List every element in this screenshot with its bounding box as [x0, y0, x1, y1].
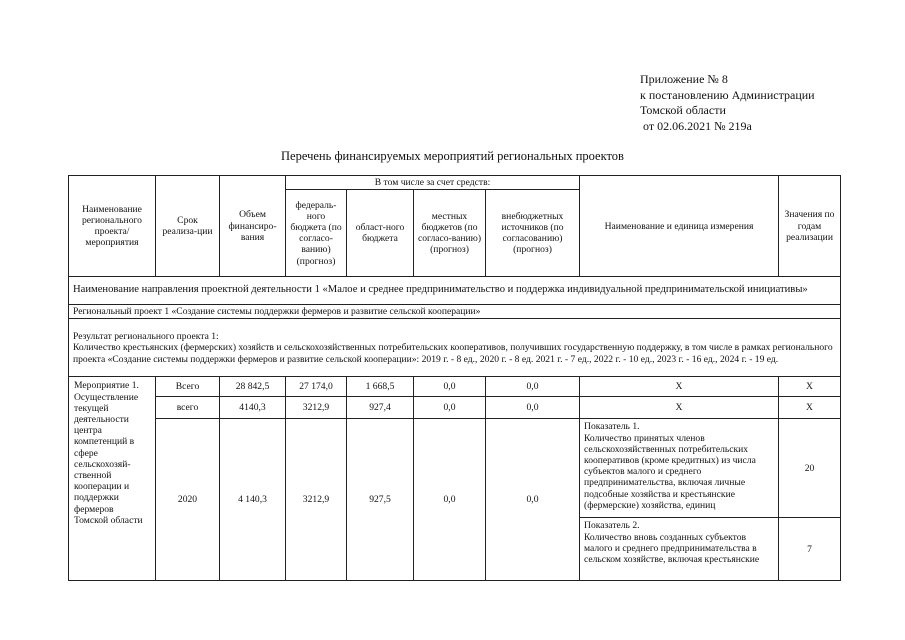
indicator-cell: Х	[580, 397, 779, 419]
document-title: Перечень финансируемых мероприятий региональных проектов	[281, 149, 624, 163]
appendix-header	[640, 72, 815, 134]
value-cell: Х	[779, 397, 841, 419]
header-group: В том числе за счет средств:	[286, 176, 580, 190]
indicator-2-value: 7	[779, 518, 841, 581]
local-cell: 0,0	[414, 377, 486, 397]
indicator-2	[580, 518, 779, 581]
federal-cell: 27 174,0	[286, 377, 347, 397]
local-cell: 0,0	[414, 397, 486, 419]
value-cell: Х	[779, 377, 841, 397]
result-text: Количество крестьянских (фермерских) хозяйств и сельскохозяйственных потребительских кооперативов, получивших государственную поддержку, в том числе в рамках регионального проекта «Создание системы поддержки фермеров и развитие сельской кооперации»: 2019 г. - 8 ед., 2020 г. - 8 ед. 2021 г. - 7 ед., 2022 г. - 10 ед., 2023 г. - 16 ед., 2024 г. - 19 ед.	[73, 342, 833, 365]
year-volume-cell: 4 140,3	[220, 419, 286, 581]
header-local: местных бюджетов (по согласо-ванию) (прогноз)	[414, 190, 486, 277]
header-indicator: Наименование и единица измерения	[580, 176, 779, 277]
year-local-cell: 0,0	[414, 419, 486, 581]
indicator-2-title: Показатель 2.	[584, 520, 640, 532]
projects-table	[68, 175, 841, 581]
regional-cell: 1 668,5	[347, 377, 414, 397]
indicator-1-value: 20	[779, 419, 841, 518]
header-federal: федераль-ного бюджета (по согласо-ванию) (прогноз)	[286, 190, 347, 277]
federal-cell: 3212,9	[286, 397, 347, 419]
header-term: Срок реализа-ции	[156, 176, 220, 277]
term-cell: Всего	[156, 377, 220, 397]
result-title: Результат регионального проекта 1:	[73, 331, 219, 343]
indicator-1	[580, 419, 779, 518]
indicator-1-title: Показатель 1.	[584, 421, 640, 433]
appendix-line-1: Приложение № 8	[640, 72, 728, 86]
year-term-cell: 2020	[156, 419, 220, 581]
indicator-cell: Х	[580, 377, 779, 397]
volume-cell: 4140,3	[220, 397, 286, 419]
appendix-line-2: к постановлению Администрации	[640, 87, 815, 102]
indicator-2-text: Количество вновь созданных субъектов малого и среднего предпринимательства в сельском хозяйстве, включая крестьянские	[584, 531, 760, 566]
result-row	[69, 319, 841, 377]
header-regional: област-ного бюджета	[347, 190, 414, 277]
extra-cell: 0,0	[486, 377, 580, 397]
year-extra-cell: 0,0	[486, 419, 580, 581]
indicator-1-text: Количество принятых членов сельскохозяйственных потребительских кооперативов (кроме кредитных) из числа субъектов малого и среднего предпринимательства, включая личные подсобные хозяйства и крестьянские (фермерские) хозяйства, единиц	[584, 432, 756, 511]
regional-cell: 927,4	[347, 397, 414, 419]
year-federal-cell: 3212,9	[286, 419, 347, 581]
header-volume: Объем финансиро-вания	[220, 176, 286, 277]
measure-name: Мероприятие 1. Осуществление текущей деятельности центра компетенций в сфере сельскохозяй-ственной кооперации и поддержки фермеров Томской области	[69, 377, 156, 581]
header-extra: внебюджетных источников (по согласованию) (прогноз)	[486, 190, 580, 277]
extra-cell: 0,0	[486, 397, 580, 419]
header-values: Значения по годам реализации	[779, 176, 841, 277]
appendix-line-3: Томской области	[640, 103, 726, 117]
volume-cell: 28 842,5	[220, 377, 286, 397]
project-row: Региональный проект 1 «Создание системы поддержки фермеров и развитие сельской кооперации»	[69, 305, 841, 319]
year-regional-cell: 927,5	[347, 419, 414, 581]
header-name: Наименование регионального проекта/ мероприятия	[69, 176, 156, 277]
appendix-line-4: от 02.06.2021 № 219а	[640, 118, 752, 133]
direction-row: Наименование направления проектной деятельности 1 «Малое и среднее предпринимательство и поддержка индивидуальной предпринимательской инициативы»	[69, 277, 841, 305]
term-cell: всего	[156, 397, 220, 419]
